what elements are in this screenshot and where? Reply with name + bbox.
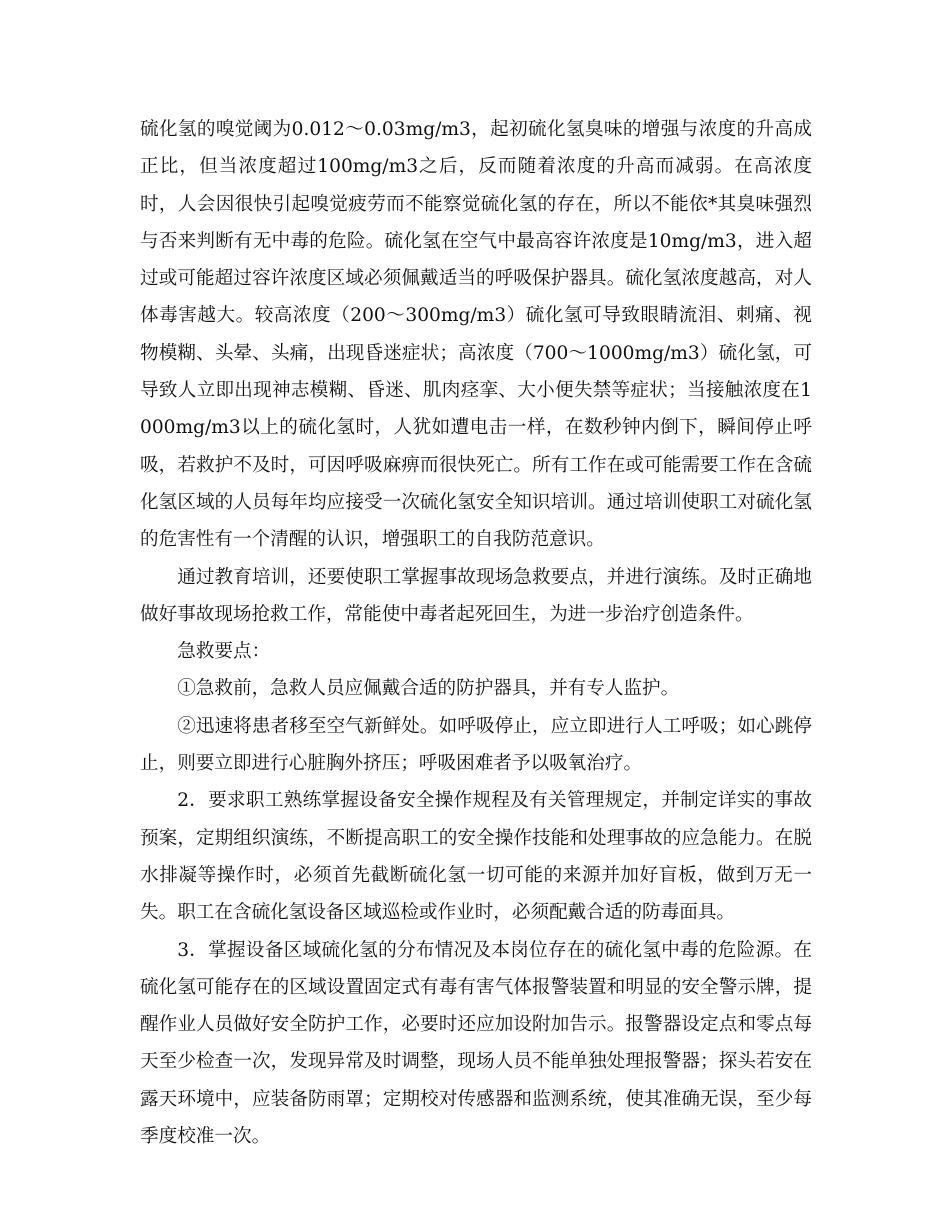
paragraph-first-aid-point-1: ①急救前，急救人员应佩戴合适的防护器具，并有专人监护。: [177, 678, 680, 700]
paragraph-h2s-toxicity: 硫化氢的嗅觉阈为0.012～0.03mg/m3，起初硫化氢臭味的增强与浓度的升高成正比，但当浓度超过100mg/m3之后，反而随着浓度的升高而减弱。在高浓度时，人会因很快引起嗅觉疲劳而不能察觉硫化氢的存在，所以不能依*其臭味强烈与否来判断有无中毒的危险。硫化氢在空气中最高容许浓度是10mg/m3，进入超过或可能超过容许浓度区域必须佩戴适当的呼吸保护器具。硫化氢浓度越高，对人体毒害越大。较高浓度（200～300mg/m3）硫化氢可导致眼睛流泪、刺痛、视物模糊、头晕、头痛，出现昏迷症状；高浓度（700～1000mg/m3）硫化氢，可导致人立即出现神志模糊、昏迷、肌肉痉挛、大小便失禁等症状；当接触浓度在1000mg/m3以上的硫化氢时，人犹如遭电击一样，在数秒钟内倒下，瞬间停止呼吸，若救护不及时，可因呼吸麻痹而很快死亡。所有工作在或可能需要工作在含硫化氢区域的人员每年均应接受一次硫化氢安全知识培训。通过培训使职工对硫化氢的危害性有一个清醒的认识，增强职工的自我防范意识。: [140, 119, 812, 551]
document-body: [140, 111, 812, 1155]
paragraph-item-3: 3．掌握设备区域硫化氢的分布情况及本岗位存在的硫化氢中毒的危险源。在硫化氢可能存在的区域设置固定式有毒有害气体报警装置和明显的安全警示牌，提醒作业人员做好安全防护工作，必要时还应加设附加告示。报警器设定点和零点每天至少检查一次，发现异常及时调整，现场人员不能单独处理报警器；探头若安在露天环境中，应装备防雨罩；定期校对传感器和监测系统，使其准确无误，至少每季度校准一次。: [140, 939, 812, 1148]
paragraph-first-aid-training: 通过教育培训，还要使职工掌握事故现场急救要点，并进行演练。及时正确地做好事故现场抢救工作，常能使中毒者起死回生，为进一步治疗创造条件。: [140, 566, 812, 625]
paragraph-first-aid-heading: 急救要点：: [177, 641, 271, 663]
paragraph-item-2: 2．要求职工熟练掌握设备安全操作规程及有关管理规定，并制定详实的事故预案，定期组织演练，不断提高职工的安全操作技能和处理事故的应急能力。在脱水排凝等操作时，必须首先截断硫化氢一切可能的来源并加好盲板，做到万无一失。职工在含硫化氢设备区域巡检或作业时，必须配戴合适的防毒面具。: [140, 790, 812, 924]
paragraph-first-aid-point-2: ②迅速将患者移至空气新鲜处。如呼吸停止，应立即进行人工呼吸；如心跳停止，则要立即进行心脏胸外挤压；呼吸困难者予以吸氧治疗。: [140, 715, 812, 775]
